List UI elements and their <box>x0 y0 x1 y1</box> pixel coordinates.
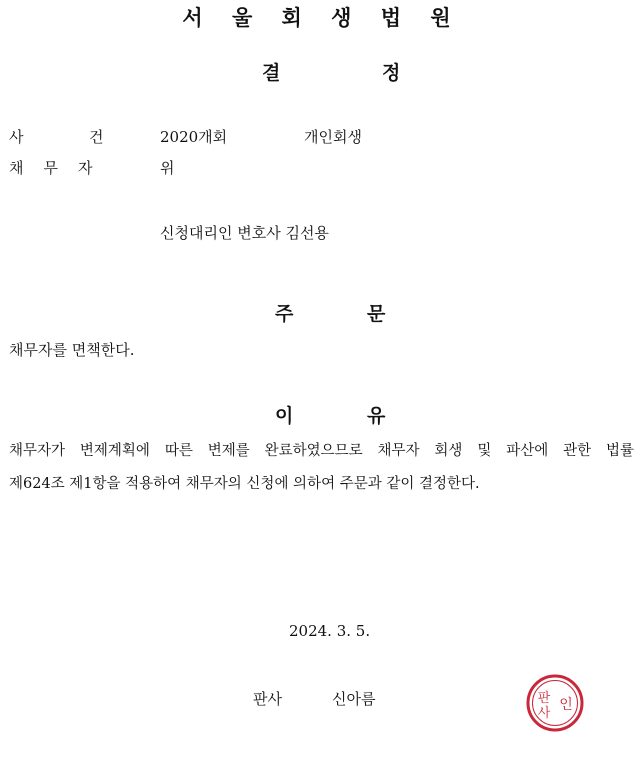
reason-line-2: 제624조 제1항을 적용하여 채무자의 신청에 의하여 주문과 같이 결정한다. <box>9 476 480 492</box>
case-type: 개인회생 <box>304 128 362 146</box>
svg-text:판: 판 <box>537 691 551 706</box>
debtor-name: 위 <box>160 159 175 177</box>
debtor-label: 채무자 <box>9 159 113 177</box>
doc-type-left: 결 <box>262 62 281 84</box>
case-number: 2020개회 <box>160 128 228 146</box>
judge-name: 신아름 <box>332 690 376 708</box>
order-text: 채무자를 면책한다. <box>9 341 135 359</box>
svg-text:인: 인 <box>559 697 573 713</box>
reason-line-1: 채무자가 변제계획에 따른 변제를 완료하였으므로 채무자 회생 및 파산에 관한 법률 <box>9 443 634 459</box>
case-label-2: 건 <box>89 128 104 146</box>
agent: 신청대리인 변호사 김선용 <box>160 224 329 242</box>
judge-title: 판사 <box>253 690 282 708</box>
decision-date: 2024. 3. 5. <box>289 622 371 640</box>
svg-text:사: 사 <box>537 706 551 721</box>
judge-seal-icon <box>525 673 585 733</box>
order-heading-right: 문 <box>367 303 386 325</box>
case-label: 사 <box>9 128 24 146</box>
reason-heading-right: 유 <box>367 405 386 427</box>
order-heading-left: 주 <box>275 303 294 325</box>
court-name: 서 울 회 생 법 원 <box>182 6 462 30</box>
doc-type-right: 정 <box>382 62 401 84</box>
reason-heading-left: 이 <box>275 405 294 427</box>
